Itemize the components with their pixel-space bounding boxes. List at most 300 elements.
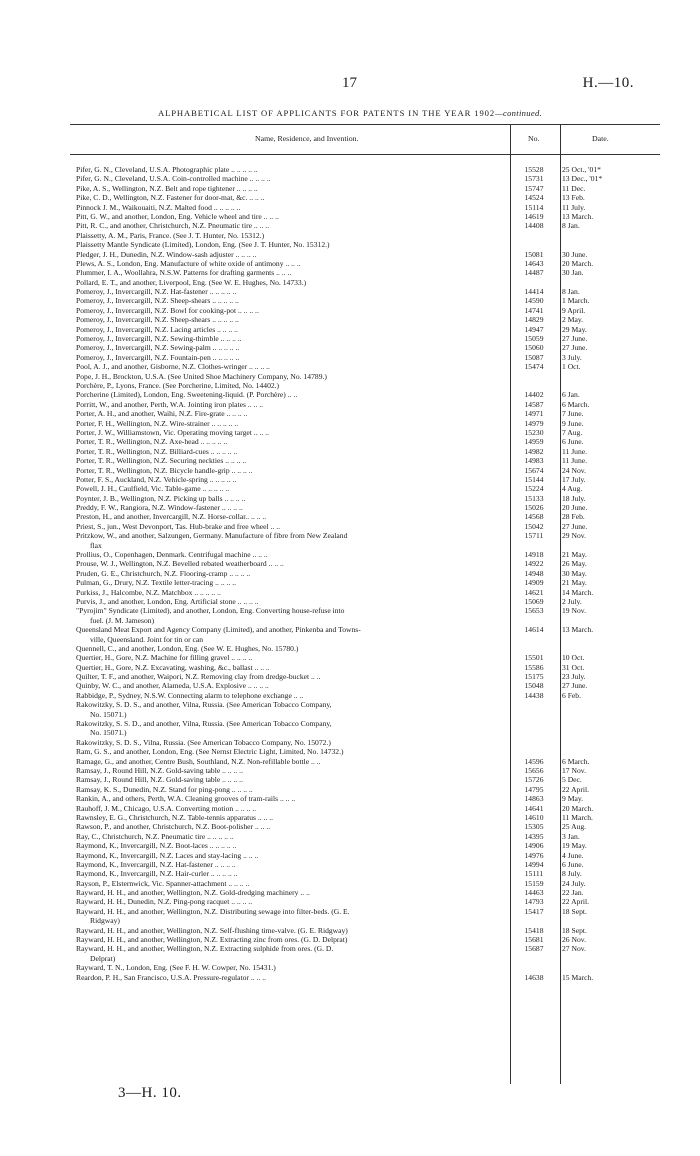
table-row bbox=[76, 268, 660, 277]
entry-text: Pifer, G. N., Cleveland, U.S.A. Photographic plate .. .. .. .. .. bbox=[76, 165, 258, 174]
patent-number: 15687 bbox=[524, 944, 544, 954]
entry-text: Pitt, R. C., and another, Christchurch, N.Z. Pneumatic tire .. .. .. bbox=[76, 221, 270, 231]
table-row bbox=[76, 381, 660, 390]
table-row bbox=[76, 738, 660, 747]
table-row bbox=[76, 231, 660, 240]
entry-text: Pomeroy, J., Invercargill, N.Z. Lacing articles .. .. .. .. bbox=[76, 324, 238, 334]
patent-number: 14487 bbox=[524, 268, 544, 278]
table-row bbox=[76, 653, 660, 662]
table-row bbox=[76, 663, 660, 672]
application-date: 11 June. bbox=[562, 456, 588, 466]
application-date: 30 June. bbox=[562, 249, 588, 259]
entry-text: Rakowitzky, S. D. S., Vilna, Russia. (See American Tobacco Company, No. 15072.) bbox=[76, 737, 331, 747]
application-date: 29 May. bbox=[562, 324, 587, 334]
table-row bbox=[76, 851, 660, 860]
application-date: 2 July. bbox=[562, 596, 582, 606]
patent-number: 14795 bbox=[524, 784, 544, 794]
application-date: 22 April. bbox=[562, 897, 590, 907]
entry-text: Porter, T. R., Wellington, N.Z. Bicycle handle-grip .. .. .. .. bbox=[76, 465, 253, 475]
table-row bbox=[76, 578, 660, 587]
application-date: 19 Nov. bbox=[562, 606, 586, 616]
application-date: 8 Jan. bbox=[562, 221, 580, 231]
application-date: 20 March. bbox=[562, 803, 594, 813]
patent-number: 15133 bbox=[524, 493, 544, 503]
entry-text: Porter, F. H., Wellington, N.Z. Wire-strainer .. .. .. .. .. bbox=[76, 418, 239, 428]
document-reference: H.—10. bbox=[582, 75, 634, 91]
table-row bbox=[76, 193, 660, 202]
patent-number: 15681 bbox=[524, 935, 544, 945]
application-date: 24 Nov. bbox=[562, 465, 586, 475]
patent-number: 15418 bbox=[524, 925, 544, 935]
table-row bbox=[76, 278, 660, 287]
application-date: 11 June. bbox=[562, 446, 588, 456]
entry-text: Rayward, H. H., and another, Wellington, N.Z. Extracting sulphide from ores. (G. D. bbox=[76, 944, 334, 954]
patent-number: 14983 bbox=[524, 456, 544, 466]
table-row bbox=[76, 719, 660, 728]
table-row bbox=[76, 165, 660, 174]
table-row bbox=[76, 174, 660, 183]
entry-text: Quennell, C., and another, London, Eng. (See W. E. Hughes, No. 15780.) bbox=[76, 643, 299, 653]
entry-continuation: fuel. (J. M. Jameson) bbox=[90, 615, 155, 625]
table-row bbox=[76, 728, 660, 737]
patent-number: 15230 bbox=[524, 427, 544, 437]
application-date: 11 July. bbox=[562, 202, 586, 212]
table-row bbox=[76, 935, 660, 944]
application-date: 30 May. bbox=[562, 568, 587, 578]
entry-text: Pomeroy, J., Invercargill, N.Z. Hat-fastener .. .. .. .. .. bbox=[76, 287, 237, 297]
patent-number: 15653 bbox=[524, 606, 544, 616]
patent-number: 15059 bbox=[524, 334, 544, 344]
patent-number: 14906 bbox=[524, 841, 544, 851]
patent-number: 15305 bbox=[524, 822, 544, 832]
entry-text: Rakowitzky, S. S. D., and another, Vilna, Russia. (See American Tobacco Company, bbox=[76, 719, 332, 729]
table-row bbox=[76, 184, 660, 193]
application-date: 13 March. bbox=[562, 211, 594, 221]
patent-number: 15711 bbox=[524, 531, 544, 541]
entry-text: Quinby, W. C., and another, Alameda, U.S.A. Explosive .. .. .. .. bbox=[76, 681, 269, 691]
entry-text: Rayward, H. H., and another, Wellington, N.Z. Distributing sewage into filter-beds. (G. E. bbox=[76, 906, 350, 916]
entry-text: Ram, G. S., and another, London, Eng. (See Nernst Electric Light, Limited, No. 14732.) bbox=[76, 747, 344, 757]
entry-text: Porritt, W., and another, Perth, W.A. Jointing iron plates .. .. .. bbox=[76, 399, 263, 409]
patent-number: 15501 bbox=[524, 653, 544, 663]
table-row bbox=[76, 541, 660, 550]
table-row bbox=[76, 325, 660, 334]
patent-number: 14590 bbox=[524, 296, 544, 306]
application-date: 26 May. bbox=[562, 559, 587, 569]
table-row bbox=[76, 766, 660, 775]
application-date: 25 Aug. bbox=[562, 822, 587, 832]
entry-text: Pledger, J. H., Dunedin, N.Z. Window-sash adjuster .. .. .. .. bbox=[76, 249, 257, 259]
table-row bbox=[76, 907, 660, 916]
patent-number: 14395 bbox=[524, 831, 544, 841]
table-row bbox=[76, 419, 660, 428]
table-row bbox=[76, 550, 660, 559]
entry-text: Pollard, E. T., and another, Liverpool, Eng. (See W. E. Hughes, No. 14733.) bbox=[76, 277, 307, 287]
entry-text: Rauhoff, J. M., Chicago, U.S.A. Converting motion .. .. .. .. bbox=[76, 803, 256, 813]
entry-text: Plews, A. S., London, Eng. Manufacture of white oxide of antimony .. .. .. bbox=[76, 258, 301, 268]
table-row bbox=[76, 203, 660, 212]
entry-text: Porter, A. H., and another, Waihi, N.Z. Fire-grate .. .. .. .. bbox=[76, 409, 248, 419]
table-row bbox=[76, 625, 660, 634]
application-date: 18 Sept. bbox=[562, 906, 587, 916]
application-date: 27 June. bbox=[562, 334, 588, 344]
entry-text: Ramsay, K. S., Dunedin, N.Z. Stand for ping-pong .. .. .. .. bbox=[76, 784, 253, 794]
table-row bbox=[76, 681, 660, 690]
entry-text: Quertier, H., Gore, N.Z. Machine for filling gravel .. .. .. .. bbox=[76, 653, 253, 663]
entry-text: Pulman, G., Drury, N.Z. Textile letter-tracing .. .. .. .. bbox=[76, 578, 237, 588]
patent-number: 15175 bbox=[524, 672, 544, 682]
table-row bbox=[76, 606, 660, 615]
application-date: 21 May. bbox=[562, 578, 587, 588]
application-date: 6 March. bbox=[562, 399, 590, 409]
patent-number: 14909 bbox=[524, 578, 544, 588]
patent-number: 14863 bbox=[524, 794, 544, 804]
table-row bbox=[76, 250, 660, 259]
application-date: 4 Aug. bbox=[562, 484, 583, 494]
entry-text: Powell, J. H., Caulfield, Vic. Table-game .. .. .. .. .. bbox=[76, 484, 230, 494]
table-row bbox=[76, 841, 660, 850]
table-row bbox=[76, 372, 660, 381]
application-date: 21 May. bbox=[562, 550, 587, 560]
page-header bbox=[0, 75, 700, 95]
table-row bbox=[76, 240, 660, 249]
table-row bbox=[76, 569, 660, 578]
entry-continuation: Ridgway) bbox=[90, 916, 120, 926]
application-date: 17 July. bbox=[562, 474, 586, 484]
table-row bbox=[76, 512, 660, 521]
table-row bbox=[76, 822, 660, 831]
page-footer: 3—H. 10. bbox=[118, 1085, 182, 1101]
patent-number: 14587 bbox=[524, 399, 544, 409]
patent-number: 14994 bbox=[524, 859, 544, 869]
table-row bbox=[76, 757, 660, 766]
entry-text: Rankin, A., and others, Perth, W.A. Cleaning grooves of tram-rails .. .. .. bbox=[76, 794, 296, 804]
patent-number: 14438 bbox=[524, 690, 544, 700]
application-date: 7 June. bbox=[562, 409, 584, 419]
application-date: 30 Jan. bbox=[562, 268, 584, 278]
entry-text: Pifer, G. N., Cleveland, U.S.A. Coin-controlled machine .. .. .. .. bbox=[76, 174, 271, 184]
patent-number: 15069 bbox=[524, 596, 544, 606]
entry-text: Priest, S., jun., West Devonport, Tas. Hub-brake and free wheel .. .. bbox=[76, 521, 280, 531]
application-date: 6 Feb. bbox=[562, 690, 581, 700]
entry-text: Prouse, W. J., Wellington, N.Z. Bevelled rebated weatherboard .. .. .. bbox=[76, 559, 284, 569]
table-row bbox=[76, 343, 660, 352]
entry-text: Raymond, K., Invercargill, N.Z. Boot-laces .. .. .. .. .. bbox=[76, 841, 237, 851]
entry-text: Porter, T. R., Wellington, N.Z. Securing neckties .. .. .. .. bbox=[76, 456, 247, 466]
application-date: 13 Feb. bbox=[562, 193, 585, 203]
entry-text: Plaissetty Mantle Syndicate (Limited), London, Eng. (See J. T. Hunter, No. 15312.) bbox=[76, 240, 330, 250]
patent-number: 15586 bbox=[524, 662, 544, 672]
patent-number: 14414 bbox=[524, 287, 544, 297]
patent-number: 15159 bbox=[524, 878, 544, 888]
patent-number: 14971 bbox=[524, 409, 544, 419]
patent-number: 14524 bbox=[524, 193, 544, 203]
application-date: 4 June. bbox=[562, 850, 584, 860]
patent-number: 15674 bbox=[524, 465, 544, 475]
table-row bbox=[76, 926, 660, 935]
application-date: 9 April. bbox=[562, 305, 586, 315]
patent-number: 15144 bbox=[524, 474, 544, 484]
table-row bbox=[76, 860, 660, 869]
table-top-rule bbox=[70, 124, 660, 125]
patent-number: 14982 bbox=[524, 446, 544, 456]
patent-number: 14976 bbox=[524, 850, 544, 860]
entry-text: Rayson, P., Elsternwick, Vic. Spanner-attachment .. .. .. .. bbox=[76, 878, 250, 888]
application-date: 6 Jan. bbox=[562, 390, 580, 400]
entry-text: Rayward, H. H., and another, Wellington, N.Z. Extracting zinc from ores. (G. D. Delprat) bbox=[76, 935, 348, 945]
application-date: 20 June. bbox=[562, 503, 588, 513]
application-date: 5 Dec. bbox=[562, 775, 582, 785]
table-row bbox=[76, 963, 660, 972]
entry-text: Porter, J. W., Williamstown, Vic. Operating moving target .. .. .. bbox=[76, 427, 269, 437]
table-row bbox=[76, 813, 660, 822]
table-row bbox=[76, 700, 660, 709]
application-date: 26 Nov. bbox=[562, 935, 586, 945]
table-row bbox=[76, 315, 660, 324]
entry-text: Pope, J. H., Brockton, U.S.A. (See United Shoe Machinery Company, No. 14789.) bbox=[76, 371, 327, 381]
application-date: 23 July. bbox=[562, 672, 586, 682]
entry-text: Pinnock J. M., Waikouaiti, N.Z. Malted food .. .. .. .. .. bbox=[76, 202, 241, 212]
patent-number: 14922 bbox=[524, 559, 544, 569]
table-row bbox=[76, 259, 660, 268]
table-row bbox=[76, 306, 660, 315]
table-row bbox=[76, 447, 660, 456]
table-row bbox=[76, 944, 660, 953]
entry-text: Pomeroy, J., Invercargill, N.Z. Bowl for cooking-pot .. .. .. .. bbox=[76, 305, 259, 315]
patent-number: 14979 bbox=[524, 418, 544, 428]
table-row bbox=[76, 804, 660, 813]
application-date: 15 March. bbox=[562, 972, 594, 982]
table-row bbox=[76, 747, 660, 756]
entry-text: Pool, A. J., and another, Gisborne, N.Z. Clothes-wringer .. .. .. .. bbox=[76, 362, 270, 372]
patent-number: 14621 bbox=[524, 587, 544, 597]
list-title-main: ALPHABETICAL LIST OF APPLICANTS FOR PATENTS IN THE YEAR 1902 bbox=[157, 108, 496, 118]
patent-number: 15747 bbox=[524, 183, 544, 193]
entry-text: Ray, C., Christchurch, N.Z. Pneumatic tire .. .. .. .. .. bbox=[76, 831, 234, 841]
patent-number: 15042 bbox=[524, 521, 544, 531]
patent-number: 14568 bbox=[524, 512, 544, 522]
entry-text: Rayward, T. N., London, Eng. (See F. H. W. Cowper, No. 15431.) bbox=[76, 963, 276, 973]
patent-number: 15026 bbox=[524, 503, 544, 513]
entry-text: Raymond, K., Invercargill, N.Z. Hair-curler .. .. .. .. .. bbox=[76, 869, 238, 879]
application-date: 10 Oct. bbox=[562, 653, 585, 663]
patent-number: 14638 bbox=[524, 972, 544, 982]
table-row bbox=[76, 503, 660, 512]
application-date: 25 Oct., '01* bbox=[562, 165, 601, 174]
table-row bbox=[76, 221, 660, 230]
entry-text: Purkiss, J., Halcombe, N.Z. Matchbox .. .. .. .. .. bbox=[76, 587, 221, 597]
patent-number: 15731 bbox=[524, 174, 544, 184]
patent-number: 14402 bbox=[524, 390, 544, 400]
application-date: 18 Sept. bbox=[562, 925, 587, 935]
entry-text: Raymond, K., Invercargill, N.Z. Laces and stay-lacing .. .. .. bbox=[76, 850, 259, 860]
patent-number: 15081 bbox=[524, 249, 544, 259]
application-date: 8 July. bbox=[562, 869, 582, 879]
application-date: 9 June. bbox=[562, 418, 584, 428]
application-date: 20 March. bbox=[562, 258, 594, 268]
table-row bbox=[76, 409, 660, 418]
patent-number: 14619 bbox=[524, 211, 544, 221]
entry-text: Pomeroy, J., Invercargill, N.Z. Sewing-thimble .. .. .. .. bbox=[76, 334, 242, 344]
entry-continuation: flax bbox=[90, 540, 102, 550]
table-row bbox=[76, 362, 660, 371]
application-date: 27 June. bbox=[562, 681, 588, 691]
table-row bbox=[76, 597, 660, 606]
table-row bbox=[76, 616, 660, 625]
application-date: 31 Oct. bbox=[562, 662, 585, 672]
entry-text: Queensland Meat Export and Agency Company (Limited), and another, Pinkenba and Towns- bbox=[76, 625, 361, 635]
patent-number: 15087 bbox=[524, 352, 544, 362]
patent-number: 15114 bbox=[524, 202, 544, 212]
table-row bbox=[76, 494, 660, 503]
entry-continuation: ville, Queensland. Joint for tin or can bbox=[90, 634, 204, 644]
entry-text: Rawson, P., and another, Christchurch, N.Z. Boot-polisher .. .. .. bbox=[76, 822, 271, 832]
entry-text: Rayward, H. H., and another, Wellington, N.Z. Self-flushing time-valve. (G. E. Ridgway) bbox=[76, 925, 348, 935]
entry-text: Porchère, P., Lyons, France. (See Porcherine, Limited, No. 14402.) bbox=[76, 380, 280, 390]
entry-text: Prollius, O., Copenhagen, Denmark. Centrifugal machine .. .. .. bbox=[76, 550, 268, 560]
entry-text: Potter, F. S., Auckland, N.Z. Vehicle-spring .. .. .. .. .. bbox=[76, 474, 237, 484]
application-date: 28 Feb. bbox=[562, 512, 585, 522]
column-header-no: No. bbox=[528, 134, 540, 143]
table-row bbox=[76, 672, 660, 681]
application-date: 24 July. bbox=[562, 878, 586, 888]
patent-number: 14948 bbox=[524, 568, 544, 578]
table-row bbox=[76, 296, 660, 305]
table-row bbox=[76, 212, 660, 221]
patent-number: 14959 bbox=[524, 437, 544, 447]
table-row bbox=[76, 916, 660, 925]
entry-text: Pruden, G. E., Christchurch, N.Z. Flooring-cramp .. .. .. .. bbox=[76, 568, 251, 578]
table-row bbox=[76, 531, 660, 540]
patent-number: 14610 bbox=[524, 812, 544, 822]
entry-text: Rayward, H. H., and another, Wellington, N.Z. Gold-dredging machinery .. .. bbox=[76, 888, 310, 898]
entry-text: Reardon, P. H., San Francisco, U.S.A. Pressure-regulator .. .. .. bbox=[76, 972, 267, 982]
application-date: 8 Jan. bbox=[562, 287, 580, 297]
entry-text: Pritzkow, W., and another, Salzungen, Germany. Manufacture of fibre from New Zealand bbox=[76, 531, 348, 541]
application-date: 27 Nov. bbox=[562, 944, 586, 954]
application-date: 11 March. bbox=[562, 812, 593, 822]
column-header-name: Name, Residence, and Invention. bbox=[255, 134, 359, 143]
entry-text: Rabbidge, P., Sydney, N.S.W. Connecting alarm to telephone exchange .. .. bbox=[76, 690, 304, 700]
application-date: 22 Jan. bbox=[562, 888, 584, 898]
entry-text: Purvis, J., and another, London, Eng. Artificial stone .. .. .. .. bbox=[76, 596, 259, 606]
entry-text: Pomeroy, J., Invercargill, N.Z. Sheep-shears .. .. .. .. .. bbox=[76, 315, 239, 325]
application-date: 6 June. bbox=[562, 437, 584, 447]
application-date: 18 July. bbox=[562, 493, 586, 503]
table-row bbox=[76, 635, 660, 644]
patent-number: 15528 bbox=[524, 165, 544, 174]
table-row bbox=[76, 466, 660, 475]
table-row bbox=[76, 869, 660, 878]
table-header-rule bbox=[70, 154, 660, 155]
application-date: 29 Nov. bbox=[562, 531, 586, 541]
table-row bbox=[76, 456, 660, 465]
table-row bbox=[76, 334, 660, 343]
application-date: 13 Dec., '01* bbox=[562, 174, 603, 184]
patent-number: 15111 bbox=[524, 869, 544, 879]
table-row bbox=[76, 437, 660, 446]
application-date: 6 March. bbox=[562, 756, 590, 766]
entry-text: "Pyrojim" Syndicate (Limited), and another, London, Eng. Converting house-refuse into bbox=[76, 606, 345, 616]
entry-text: Pitt, G. W., and another, London, Eng. Vehicle wheel and tire .. .. .. bbox=[76, 211, 279, 221]
table-row bbox=[76, 888, 660, 897]
table-row bbox=[76, 954, 660, 963]
application-date: 1 March. bbox=[562, 296, 590, 306]
table-row bbox=[76, 559, 660, 568]
entry-text: Ramsay, J., Round Hill, N.Z. Gold-saving table .. .. .. .. bbox=[76, 766, 243, 775]
entry-continuation: Delprat) bbox=[90, 953, 116, 963]
patent-number: 14408 bbox=[524, 221, 544, 231]
patent-number: 15726 bbox=[524, 775, 544, 785]
table-row bbox=[76, 287, 660, 296]
entry-text: Preston, H., and another, Invercargill, N.Z. Horse-collar.. .. .. .. bbox=[76, 512, 267, 522]
table-row bbox=[76, 353, 660, 362]
entry-text: Ramage, G., and another, Centre Bush, Southland, N.Z. Non-refillable bottle .. .. bbox=[76, 756, 321, 766]
application-date: 7 Aug. bbox=[562, 427, 583, 437]
table-row bbox=[76, 785, 660, 794]
entry-text: Rawnsley, E. G., Christchurch, N.Z. Table-tennis apparatus .. .. .. bbox=[76, 812, 274, 822]
patent-number: 14793 bbox=[524, 897, 544, 907]
entry-text: Porcherine (Limited), London, Eng. Sweetening-liquid. (P. Porchère) .. .. bbox=[76, 390, 298, 400]
entry-text: Quertier, H., Gore, N.Z. Excavating, washing, &c., ballast .. .. .. bbox=[76, 662, 270, 672]
application-date: 9 May. bbox=[562, 794, 584, 804]
patent-number: 14614 bbox=[524, 625, 544, 635]
table-row bbox=[76, 484, 660, 493]
table-row bbox=[76, 588, 660, 597]
application-date: 27 June. bbox=[562, 343, 588, 353]
patent-number: 14596 bbox=[524, 756, 544, 766]
application-date: 17 Nov. bbox=[562, 766, 586, 775]
entry-text: Pomeroy, J., Invercargill, N.Z. Sewing-palm .. .. .. .. .. bbox=[76, 343, 240, 353]
table-row bbox=[76, 794, 660, 803]
patent-number: 14947 bbox=[524, 324, 544, 334]
entry-text: Plummer, I. A., Woollahra, N.S.W. Patterns for drafting garments .. .. .. bbox=[76, 268, 292, 278]
application-date: 1 Oct. bbox=[562, 362, 581, 372]
entry-text: Rakowitzky, S. D. S., and another, Vilna, Russia. (See American Tobacco Company, bbox=[76, 700, 332, 710]
application-date: 3 July. bbox=[562, 352, 582, 362]
entry-text: Porter, T. R., Wellington, N.Z. Axe-head .. .. .. .. .. bbox=[76, 437, 228, 447]
table-row bbox=[76, 775, 660, 784]
patent-number: 15224 bbox=[524, 484, 544, 494]
application-date: 3 Jan. bbox=[562, 831, 580, 841]
application-date: 19 May. bbox=[562, 841, 587, 851]
application-date: 13 March. bbox=[562, 625, 594, 635]
patent-number: 14641 bbox=[524, 803, 544, 813]
patent-number: 14918 bbox=[524, 550, 544, 560]
patent-number: 14643 bbox=[524, 258, 544, 268]
entry-continuation: No. 15071.) bbox=[90, 728, 127, 738]
entry-continuation: No. 15071.) bbox=[90, 709, 127, 719]
list-title bbox=[0, 108, 700, 118]
entry-text: Pike, C. D., Wellington, N.Z. Fastener for door-mat, &c. .. .. .. bbox=[76, 193, 265, 203]
entry-text: Pike, A. S., Wellington, N.Z. Belt and rope tightener .. .. .. .. bbox=[76, 183, 258, 193]
entry-text: Ramsay, J., Round Hill, N.Z. Gold-saving table .. .. .. .. bbox=[76, 775, 243, 785]
entry-text: Pomeroy, J., Invercargill, N.Z. Sheep-shears .. .. .. .. .. bbox=[76, 296, 239, 306]
application-date: 11 Dec. bbox=[562, 183, 586, 193]
table-row bbox=[76, 522, 660, 531]
table-row bbox=[76, 428, 660, 437]
entry-text: Plaissetty, A. M., Paris, France. (See J. T. Hunter, No. 15312.) bbox=[76, 230, 265, 240]
entry-text: Pomeroy, J., Invercargill, N.Z. Fountain-pen .. .. .. .. .. bbox=[76, 352, 240, 362]
column-header-date: Date. bbox=[592, 134, 609, 143]
patent-number: 14741 bbox=[524, 305, 544, 315]
entry-text: Rayward, H. H., Dunedin, N.Z. Ping-pong racquet .. .. .. .. bbox=[76, 897, 253, 907]
table-row bbox=[76, 973, 660, 982]
application-date: 22 April. bbox=[562, 784, 590, 794]
list-title-suffix: —continued. bbox=[495, 108, 543, 118]
table-row bbox=[76, 390, 660, 399]
application-date: 2 May. bbox=[562, 315, 584, 325]
